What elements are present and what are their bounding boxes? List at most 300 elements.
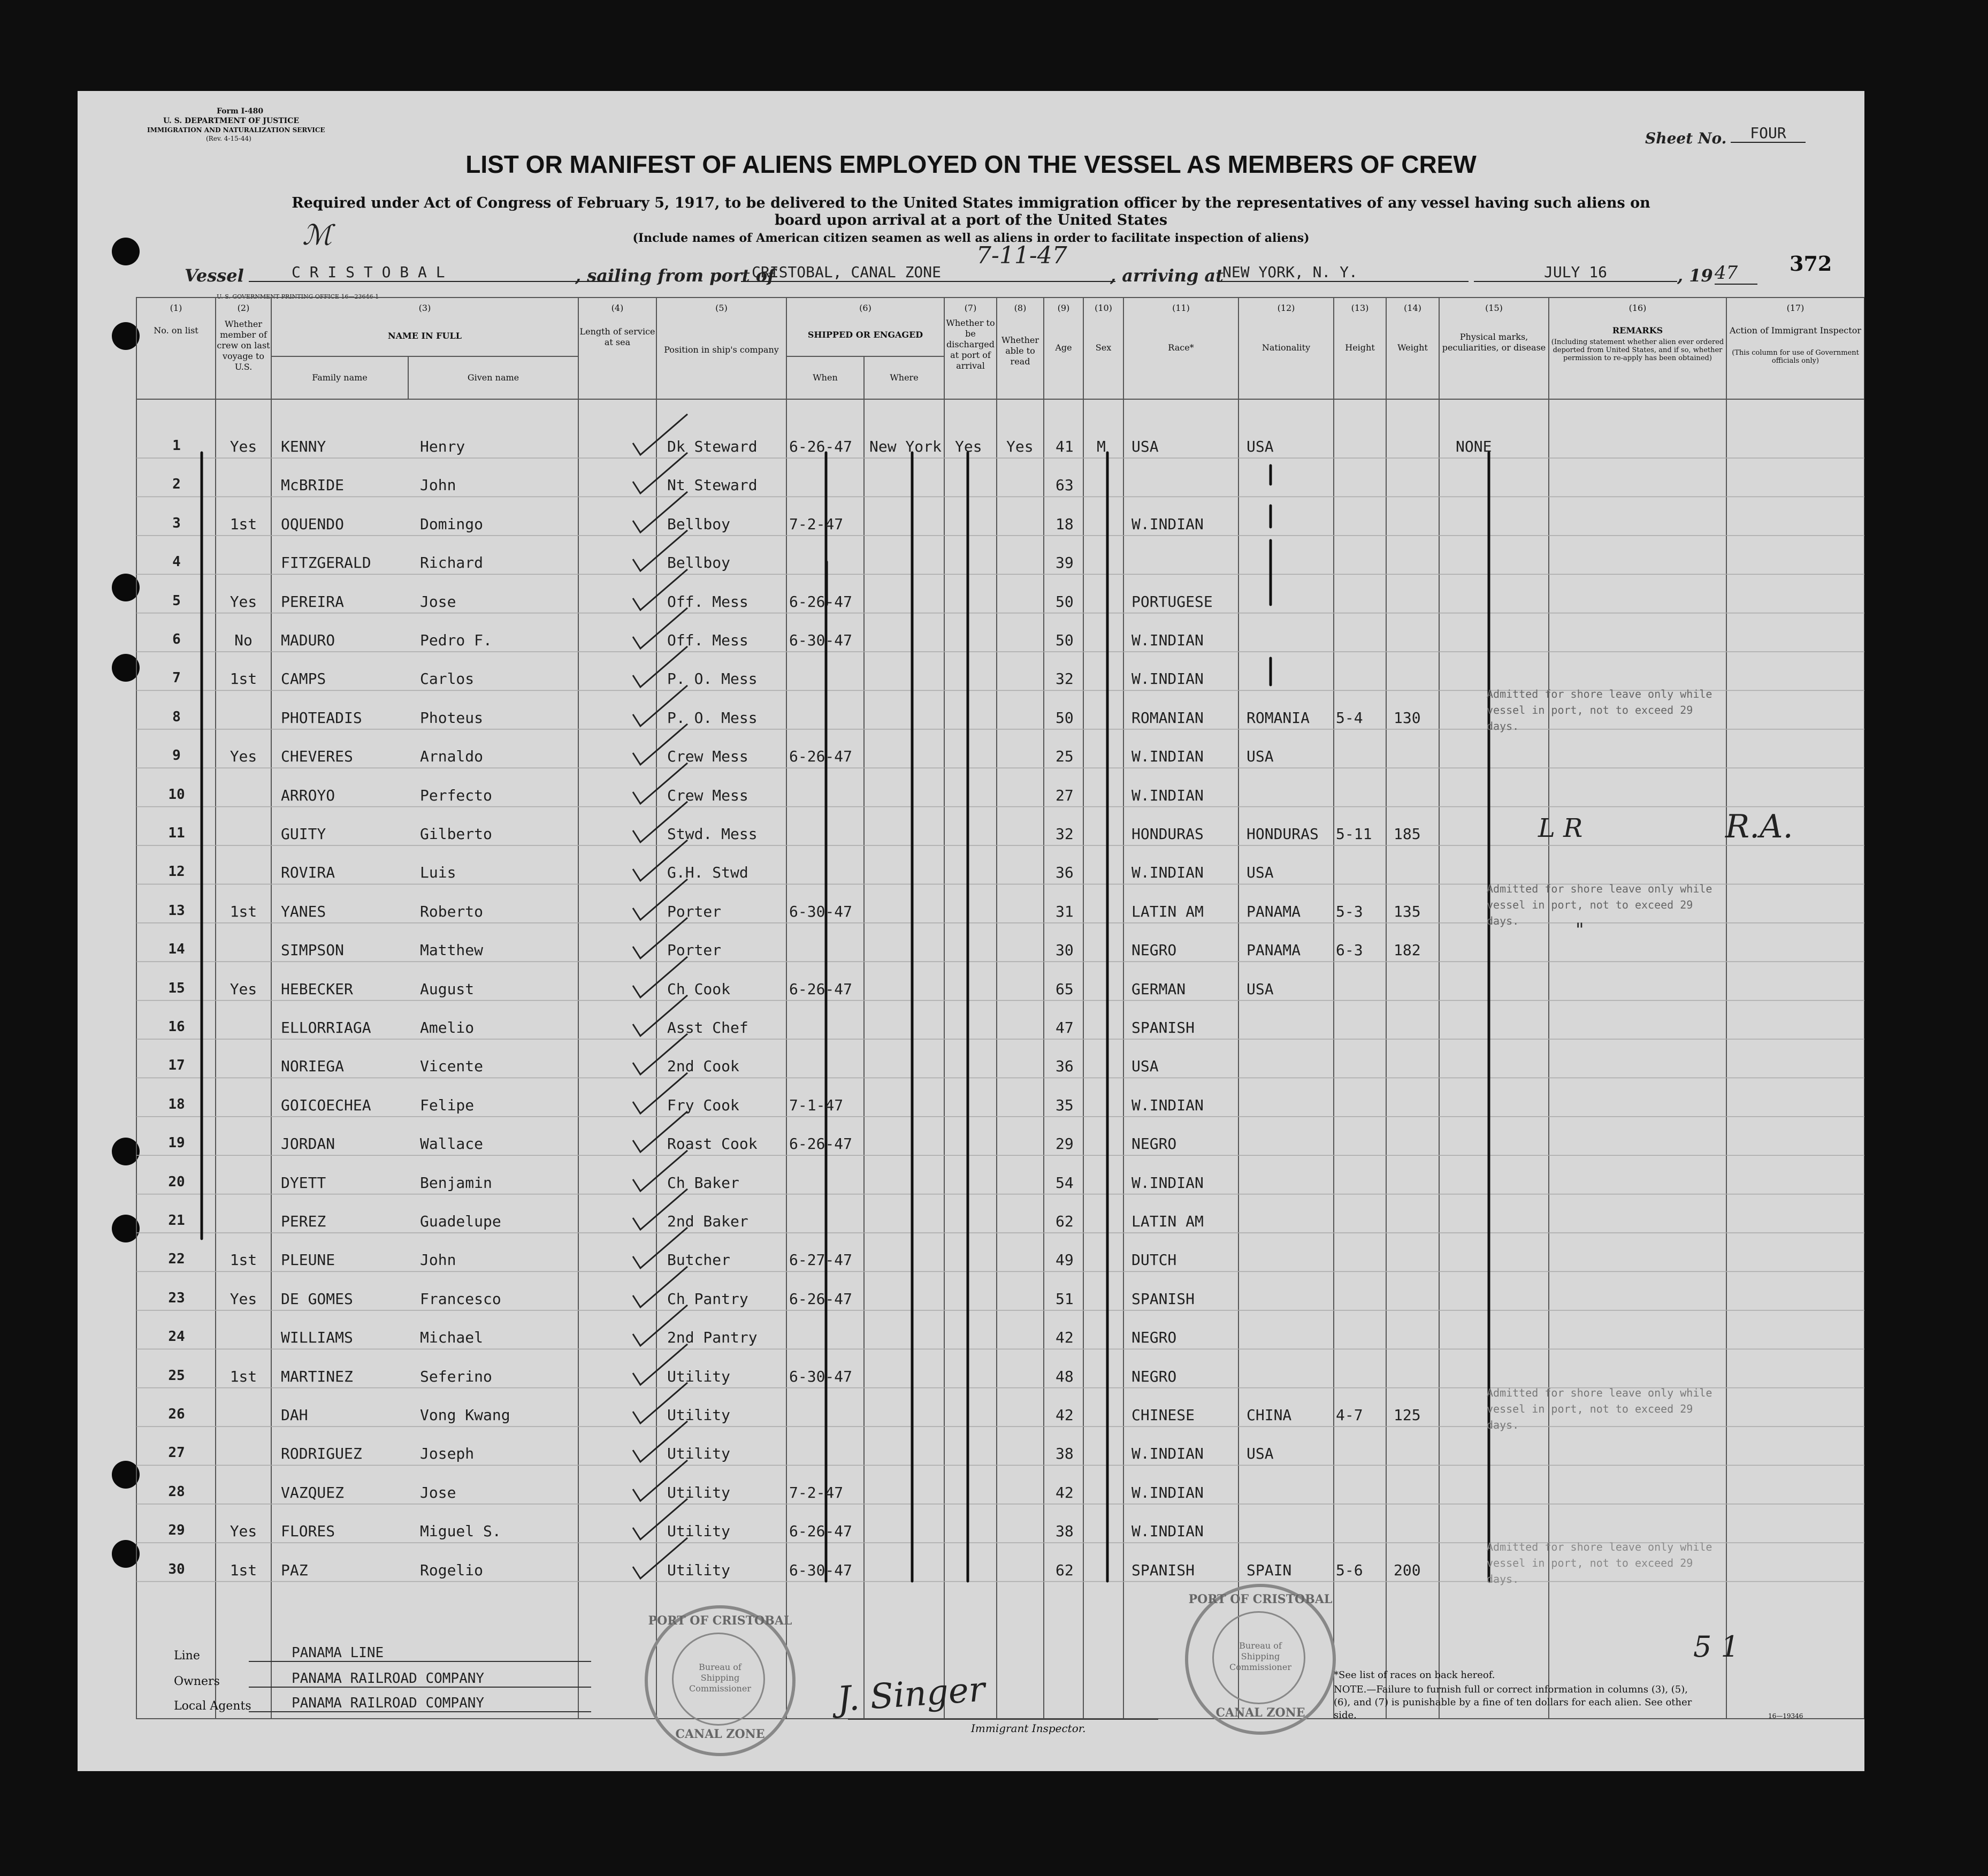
cell-given: Carlos <box>420 670 475 688</box>
cell-voyage: 1st <box>230 1251 257 1269</box>
column-header-c9: Age <box>1055 342 1072 353</box>
column-number: (14) <box>1404 303 1421 313</box>
cell-position: Dk Steward <box>667 438 758 455</box>
cell-race: W.INDIAN <box>1131 1483 1204 1501</box>
cell-no: 13 <box>168 902 185 919</box>
cell-no: 9 <box>172 748 181 764</box>
sheet-label: Sheet No. <box>1645 129 1727 147</box>
cell-height: 5-3 <box>1336 902 1363 920</box>
cell-given: Photeus <box>420 708 484 727</box>
cell-given: Seferino <box>420 1367 492 1385</box>
cell-race: DUTCH <box>1131 1251 1177 1269</box>
column-header-c8: Whether able to read <box>1001 335 1039 367</box>
remark-row26: Admitted for shore leave only while vessel in port, not to exceed 29 days. <box>1487 1386 1712 1431</box>
cell-age: 63 <box>1056 476 1074 494</box>
cell-nationality: HONDURAS <box>1247 825 1319 843</box>
cell-family: PHOTEADIS <box>281 708 362 727</box>
cell-age: 25 <box>1056 748 1074 766</box>
cell-family: PAZ <box>281 1561 308 1579</box>
cell-no: 11 <box>168 825 185 841</box>
column-number: (3) <box>418 303 431 313</box>
cell-sex: M <box>1097 438 1106 455</box>
cell-race: PORTUGESE <box>1131 592 1213 611</box>
form-subtitle: Required under Act of Congress of February 5, 1917, to be delivered to the United States immigration officer by the representatives of any vessel having such aliens on board upon arrival at a port of the United States <box>292 195 1650 228</box>
cell-age: 42 <box>1056 1329 1074 1347</box>
cell-position: Utility <box>667 1406 731 1424</box>
arrival-date: JULY 16 <box>1474 263 1677 282</box>
cell-race: GERMAN <box>1131 980 1186 998</box>
cell-height: 5-11 <box>1336 825 1372 843</box>
cell-voyage: 1st <box>230 1561 257 1579</box>
inspector-signature: J. Singer <box>836 1669 987 1720</box>
cell-given: Richard <box>420 554 484 572</box>
cell-family: MADURO <box>281 631 335 649</box>
cell-nationality: SPAIN <box>1247 1561 1292 1579</box>
column-header-c12: Nationality <box>1261 342 1311 353</box>
cell-race: NEGRO <box>1131 1329 1177 1347</box>
cell-age: 62 <box>1056 1212 1074 1230</box>
arriving-label: , arriving at <box>1110 265 1224 286</box>
cell-given: Domingo <box>420 515 484 533</box>
cell-age: 32 <box>1056 825 1074 843</box>
cell-race: USA <box>1131 438 1159 455</box>
port-stamp-left: PORT OF CRISTOBAL Bureau of Shipping Commissioner CANAL ZONE <box>645 1605 796 1756</box>
cell-age: 42 <box>1056 1483 1074 1501</box>
cell-position: G.H. Stwd <box>667 864 748 882</box>
column-header-c1: No. on list <box>154 325 198 335</box>
cell-given: Luis <box>420 864 456 882</box>
cell-race: W.INDIAN <box>1131 864 1204 882</box>
cell-no: 24 <box>168 1329 185 1345</box>
vessel-label: Vessel <box>185 265 244 286</box>
cell-height: 6-3 <box>1336 941 1363 959</box>
cell-given: John <box>420 476 456 494</box>
cell-age: 38 <box>1056 1445 1074 1463</box>
cell-no: 8 <box>172 708 181 725</box>
cell-family: RODRIGUEZ <box>281 1445 362 1463</box>
cell-given: Matthew <box>420 941 484 959</box>
cell-family: FITZGERALD <box>281 554 371 572</box>
owners-value: PANAMA RAILROAD COMPANY <box>249 1671 591 1688</box>
cell-position: Nt Steward <box>667 476 758 494</box>
cell-no: 19 <box>168 1135 185 1151</box>
cell-race: NEGRO <box>1131 941 1177 959</box>
column-header-c17b: (This column for use of Government officials only) <box>1732 349 1859 365</box>
cell-age: 35 <box>1056 1096 1074 1114</box>
cell-given: John <box>420 1251 456 1269</box>
cell-no: 12 <box>168 864 185 880</box>
cell-family: McBRIDE <box>281 476 345 494</box>
cell-position: Stwd. Mess <box>667 825 758 843</box>
cell-no: 16 <box>168 1019 185 1035</box>
cell-no: 17 <box>168 1057 185 1074</box>
cell-nationality: ROMANIA <box>1247 708 1310 727</box>
service: IMMIGRATION AND NATURALIZATION SERVICE <box>147 126 325 134</box>
cell-given: Felipe <box>420 1096 475 1114</box>
cell-nationality: USA <box>1247 748 1274 766</box>
cell-position: Roast Cook <box>667 1135 758 1153</box>
cell-family: FLORES <box>281 1522 335 1541</box>
column-header-c3b: Given name <box>467 372 519 383</box>
column-header-c3: NAME IN FULL <box>387 331 462 341</box>
cell-family: DYETT <box>281 1173 326 1192</box>
cell-family: CAMPS <box>281 670 326 688</box>
cell-given: Pedro F. <box>420 631 492 649</box>
column-header-c10: Sex <box>1095 342 1112 353</box>
column-header-c16: REMARKS <box>1612 325 1663 335</box>
cell-family: DAH <box>281 1406 308 1424</box>
cell-nationality: USA <box>1247 980 1274 998</box>
cell-position: Utility <box>667 1367 731 1385</box>
cell-family: NORIEGA <box>281 1057 345 1076</box>
cell-weight: 185 <box>1394 825 1421 843</box>
column-header-c16b: (Including statement whether alien ever ordered deported from United States, and if so, whether permission to re-apply has been obtained) <box>1551 338 1724 362</box>
cell-when: 6-26-47 <box>789 438 853 455</box>
cell-when: 6-26-47 <box>789 1135 853 1153</box>
cell-given: Benjamin <box>420 1173 492 1192</box>
cell-race: NEGRO <box>1131 1135 1177 1153</box>
sailing-label: , sailing from port of <box>575 265 775 286</box>
form-note: (Include names of American citizen seamen as well as aliens in order to facilitate inspection of aliens) <box>632 231 1310 245</box>
cell-family: VAZQUEZ <box>281 1483 345 1501</box>
column-number: (8) <box>1014 303 1027 313</box>
cell-race: ROMANIAN <box>1131 708 1204 727</box>
cell-given: Gilberto <box>420 825 492 843</box>
cell-position: Porter <box>667 941 722 959</box>
cell-no: 26 <box>168 1406 185 1422</box>
cell-race: SPANISH <box>1131 1561 1195 1579</box>
revision: (Rev. 4-15-44) <box>206 135 251 142</box>
column-header-c4: Length of service at sea <box>579 326 655 347</box>
cell-position: Asst Chef <box>667 1019 748 1036</box>
cell-race: W.INDIAN <box>1131 748 1204 766</box>
cell-position: P. O. Mess <box>667 708 758 727</box>
cell-voyage: 1st <box>230 902 257 920</box>
remark-row13: Admitted for shore leave only while vessel in port, not to exceed 29 days. <box>1487 882 1712 927</box>
cell-family: JORDAN <box>281 1135 335 1153</box>
remark-row30: Admitted for shore leave only while vessel in port, not to exceed 29 days. <box>1487 1541 1712 1585</box>
column-number: (17) <box>1786 303 1805 313</box>
remark-row8: Admitted for shore leave only while vessel in port, not to exceed 29 days. <box>1487 688 1712 733</box>
year: 47 <box>1715 262 1757 285</box>
cell-read: Yes <box>1006 438 1034 455</box>
cell-family: PEREIRA <box>281 592 345 611</box>
cell-voyage: Yes <box>230 748 257 766</box>
cell-position: Bellboy <box>667 554 731 572</box>
cell-age: 65 <box>1056 980 1074 998</box>
form-number: Form I-480 <box>217 107 264 116</box>
manifest-sheet <box>78 91 1864 1771</box>
cell-family: SIMPSON <box>281 941 345 959</box>
cell-voyage: Yes <box>230 592 257 611</box>
cell-age: 47 <box>1056 1019 1074 1036</box>
inspector-line <box>848 1719 1158 1720</box>
cell-race: W.INDIAN <box>1131 1173 1204 1192</box>
cell-given: Rogelio <box>420 1561 484 1579</box>
cell-voyage: Yes <box>230 1290 257 1308</box>
cell-position: Ch Cook <box>667 980 731 998</box>
cell-voyage: 1st <box>230 670 257 688</box>
column-header-c15: Physical marks, peculiarities, or disease <box>1442 332 1546 353</box>
column-header-c3a: Family name <box>312 372 368 383</box>
cell-voyage: 1st <box>230 515 257 533</box>
cell-race: W.INDIAN <box>1131 631 1204 649</box>
cell-no: 15 <box>168 980 185 996</box>
cell-height: 5-4 <box>1336 708 1363 727</box>
cell-age: 49 <box>1056 1251 1074 1269</box>
cell-given: Francesco <box>420 1290 501 1308</box>
cell-age: 36 <box>1056 1057 1074 1076</box>
port-stamp-right: PORT OF CRISTOBAL Bureau of Shipping Commissioner CANAL ZONE <box>1185 1584 1336 1735</box>
cell-race: W.INDIAN <box>1131 670 1204 688</box>
cell-when: 6-26-47 <box>789 980 853 998</box>
cell-position: Crew Mess <box>667 786 748 804</box>
cell-position: Off. Mess <box>667 592 748 611</box>
cell-age: 29 <box>1056 1135 1074 1153</box>
column-number: (9) <box>1057 303 1070 313</box>
sheet-number: FOUR <box>1731 124 1806 143</box>
cell-race: W.INDIAN <box>1131 515 1204 533</box>
cell-when: 6-30-47 <box>789 1561 853 1579</box>
cell-age: 42 <box>1056 1406 1074 1424</box>
column-header-c5: Position in ship's company <box>664 345 779 355</box>
cell-age: 54 <box>1056 1173 1074 1192</box>
form-title: LIST OR MANIFEST OF ALIENS EMPLOYED ON THE VESSEL AS MEMBERS OF CREW <box>465 150 1477 178</box>
cell-no: 21 <box>168 1212 185 1229</box>
cell-no: 14 <box>168 941 185 958</box>
cell-height: 5-6 <box>1336 1561 1363 1579</box>
printing-office: U. S. GOVERNMENT PRINTING OFFICE 16—23646-1 <box>217 293 379 300</box>
cell-no: 28 <box>168 1483 185 1500</box>
cell-given: Henry <box>420 438 465 455</box>
column-number: (6) <box>859 303 871 313</box>
cell-weight: 125 <box>1394 1406 1421 1424</box>
cell-position: Utility <box>667 1445 731 1463</box>
cell-given: Guadelupe <box>420 1212 501 1230</box>
cell-given: August <box>420 980 475 998</box>
cell-family: PLEUNE <box>281 1251 335 1269</box>
cell-position: Utility <box>667 1561 731 1579</box>
cell-when: 7-2-47 <box>789 515 844 533</box>
cell-where: New York <box>869 438 942 455</box>
cell-given: Joseph <box>420 1445 475 1463</box>
cell-position: Ch Baker <box>667 1173 739 1192</box>
cell-race: LATIN AM <box>1131 1212 1204 1230</box>
cell-nationality: PANAMA <box>1247 941 1301 959</box>
line-value: PANAMA LINE <box>249 1645 591 1662</box>
cell-family: PEREZ <box>281 1212 326 1230</box>
port-to: NEW YORK, N. Y. <box>1217 263 1469 282</box>
column-number: (1) <box>170 303 182 313</box>
cell-given: Roberto <box>420 902 484 920</box>
cell-race: CHINESE <box>1131 1406 1195 1424</box>
cell-when: 7-2-47 <box>789 1483 844 1501</box>
cell-age: 50 <box>1056 592 1074 611</box>
cell-family: MARTINEZ <box>281 1367 353 1385</box>
cell-no: 10 <box>168 786 185 803</box>
cell-family: OQUENDO <box>281 515 345 533</box>
cell-position: Utility <box>667 1483 731 1501</box>
cell-no: 4 <box>172 554 181 570</box>
port-from: CRISTOBAL, CANAL ZONE <box>741 263 1115 282</box>
cell-given: Michael <box>420 1329 484 1347</box>
cell-position: 2nd Cook <box>667 1057 739 1076</box>
column-header-c6a: When <box>813 372 838 383</box>
cell-when: 6-26-47 <box>789 1290 853 1308</box>
inspector-label: Immigrant Inspector. <box>971 1722 1086 1735</box>
cell-race: NEGRO <box>1131 1367 1177 1385</box>
cell-age: 39 <box>1056 554 1074 572</box>
column-number: (10) <box>1095 303 1112 313</box>
column-header-c13: Height <box>1345 342 1375 353</box>
cell-when: 6-27-47 <box>789 1251 853 1269</box>
cell-no: 20 <box>168 1173 185 1190</box>
column-number: (2) <box>237 303 250 313</box>
cell-no: 6 <box>172 631 181 647</box>
cell-race: SPANISH <box>1131 1019 1195 1036</box>
cell-family: HEBECKER <box>281 980 353 998</box>
cell-nationality: USA <box>1247 1445 1274 1463</box>
cell-no: 30 <box>168 1561 185 1577</box>
cell-given: Miguel S. <box>420 1522 501 1541</box>
cell-given: Arnaldo <box>420 748 484 766</box>
cell-race: SPANISH <box>1131 1290 1195 1308</box>
cell-position: P. O. Mess <box>667 670 758 688</box>
vessel-name: C R I S T O B A L <box>249 263 618 282</box>
cell-age: 51 <box>1056 1290 1074 1308</box>
cell-position: Utility <box>667 1522 731 1541</box>
race-note: *See list of races on back hereof. <box>1334 1669 1495 1681</box>
cell-discharged: Yes <box>955 438 982 455</box>
column-number: (16) <box>1628 303 1647 313</box>
cell-no: 29 <box>168 1522 185 1539</box>
cell-family: YANES <box>281 902 326 920</box>
cell-height: 4-7 <box>1336 1406 1363 1424</box>
cell-given: Jose <box>420 592 456 611</box>
cell-position: Bellboy <box>667 515 731 533</box>
cell-voyage: No <box>234 631 253 649</box>
cell-age: 48 <box>1056 1367 1074 1385</box>
cell-age: 36 <box>1056 864 1074 882</box>
cell-race: W.INDIAN <box>1131 786 1204 804</box>
cell-weight: 135 <box>1394 902 1421 920</box>
cell-given: Jose <box>420 1483 456 1501</box>
cell-no: 25 <box>168 1367 185 1384</box>
cell-family: GOICOECHEA <box>281 1096 371 1114</box>
cell-given: Vicente <box>420 1057 484 1076</box>
cell-family: ROVIRA <box>281 864 335 882</box>
cell-age: 50 <box>1056 631 1074 649</box>
cell-voyage: Yes <box>230 438 257 455</box>
cell-when: 7-1-47 <box>789 1096 844 1114</box>
cell-weight: 182 <box>1394 941 1421 959</box>
cell-race: HONDURAS <box>1131 825 1204 843</box>
cell-position: 2nd Pantry <box>667 1329 758 1347</box>
line-label: Line <box>174 1649 200 1663</box>
cell-when: 6-26-47 <box>789 1522 853 1541</box>
cell-no: 2 <box>172 476 181 493</box>
cell-no: 7 <box>172 670 181 687</box>
cell-voyage: 1st <box>230 1367 257 1385</box>
cell-family: WILLIAMS <box>281 1329 353 1347</box>
cell-age: 27 <box>1056 786 1074 804</box>
cell-no: 3 <box>172 515 181 531</box>
department: U. S. DEPARTMENT OF JUSTICE <box>163 117 300 125</box>
column-number: (4) <box>611 303 624 313</box>
cell-no: 22 <box>168 1251 185 1268</box>
cell-given: Amelio <box>420 1019 475 1036</box>
cell-when: 6-26-47 <box>789 592 853 611</box>
cell-age: 62 <box>1056 1561 1074 1579</box>
cell-age: 30 <box>1056 941 1074 959</box>
cell-race: LATIN AM <box>1131 902 1204 920</box>
ms-mark: ℳ <box>302 219 332 251</box>
cell-family: KENNY <box>281 438 326 455</box>
date-annotation: 7-11-47 <box>976 242 1067 269</box>
column-header-c2: Whether member of crew on last voyage to U.S. <box>217 319 270 372</box>
cell-no: 5 <box>172 592 181 609</box>
cell-when: 6-26-47 <box>789 748 853 766</box>
cell-no: 1 <box>172 438 181 454</box>
cell-no: 27 <box>168 1445 185 1461</box>
cell-family: ARROYO <box>281 786 335 804</box>
column-number: (7) <box>964 303 977 313</box>
cell-race: W.INDIAN <box>1131 1096 1204 1114</box>
cell-age: 41 <box>1056 438 1074 455</box>
check-mark-icon <box>629 1535 693 1583</box>
column-header-c6: SHIPPED OR ENGAGED <box>807 330 923 340</box>
column-header-c17: Action of Immigrant Inspector <box>1730 325 1861 335</box>
remark-ditto: " <box>1576 919 1584 941</box>
cell-family: CHEVERES <box>281 748 353 766</box>
penalty-note: NOTE.—Failure to furnish full or correct information in columns (3), (5), (6), and (7) is punishable by a fine of ten dollars for each alien. See other side. <box>1334 1684 1692 1721</box>
column-number: (11) <box>1172 303 1190 313</box>
cell-age: 38 <box>1056 1522 1074 1541</box>
cell-when: 6-30-47 <box>789 902 853 920</box>
cell-position: Ch Pantry <box>667 1290 748 1308</box>
cell-voyage: Yes <box>230 1522 257 1541</box>
cell-position: Butcher <box>667 1251 731 1269</box>
owners-label: Owners <box>174 1675 220 1688</box>
year-prefix: , 19 <box>1677 265 1713 286</box>
alien-count: 5 1 <box>1693 1630 1739 1664</box>
cell-position: Fry Cook <box>667 1096 739 1114</box>
cell-marks: NONE <box>1456 438 1492 455</box>
cell-age: 31 <box>1056 902 1074 920</box>
cell-nationality: PANAMA <box>1247 902 1301 920</box>
column-number: (15) <box>1485 303 1503 313</box>
cell-position: Porter <box>667 902 722 920</box>
cell-position: Off. Mess <box>667 631 748 649</box>
cell-age: 50 <box>1056 708 1074 727</box>
action-row11: R.A. <box>1725 808 1793 845</box>
column-header-c7: Whether to be discharged at port of arrival <box>946 318 995 371</box>
column-number: (12) <box>1277 303 1295 313</box>
cell-family: DE GOMES <box>281 1290 353 1308</box>
cell-no: 18 <box>168 1096 185 1112</box>
agents-value: PANAMA RAILROAD COMPANY <box>249 1695 591 1712</box>
cell-given: Wallace <box>420 1135 484 1153</box>
cell-position: 2nd Baker <box>667 1212 748 1230</box>
cell-age: 32 <box>1056 670 1074 688</box>
cell-when: 6-30-47 <box>789 1367 853 1385</box>
column-header-c6b: Where <box>890 372 919 383</box>
column-number: (13) <box>1351 303 1369 313</box>
cell-race: USA <box>1131 1057 1159 1076</box>
cell-position: Crew Mess <box>667 748 748 766</box>
cell-weight: 200 <box>1394 1561 1421 1579</box>
cell-race: W.INDIAN <box>1131 1522 1204 1541</box>
